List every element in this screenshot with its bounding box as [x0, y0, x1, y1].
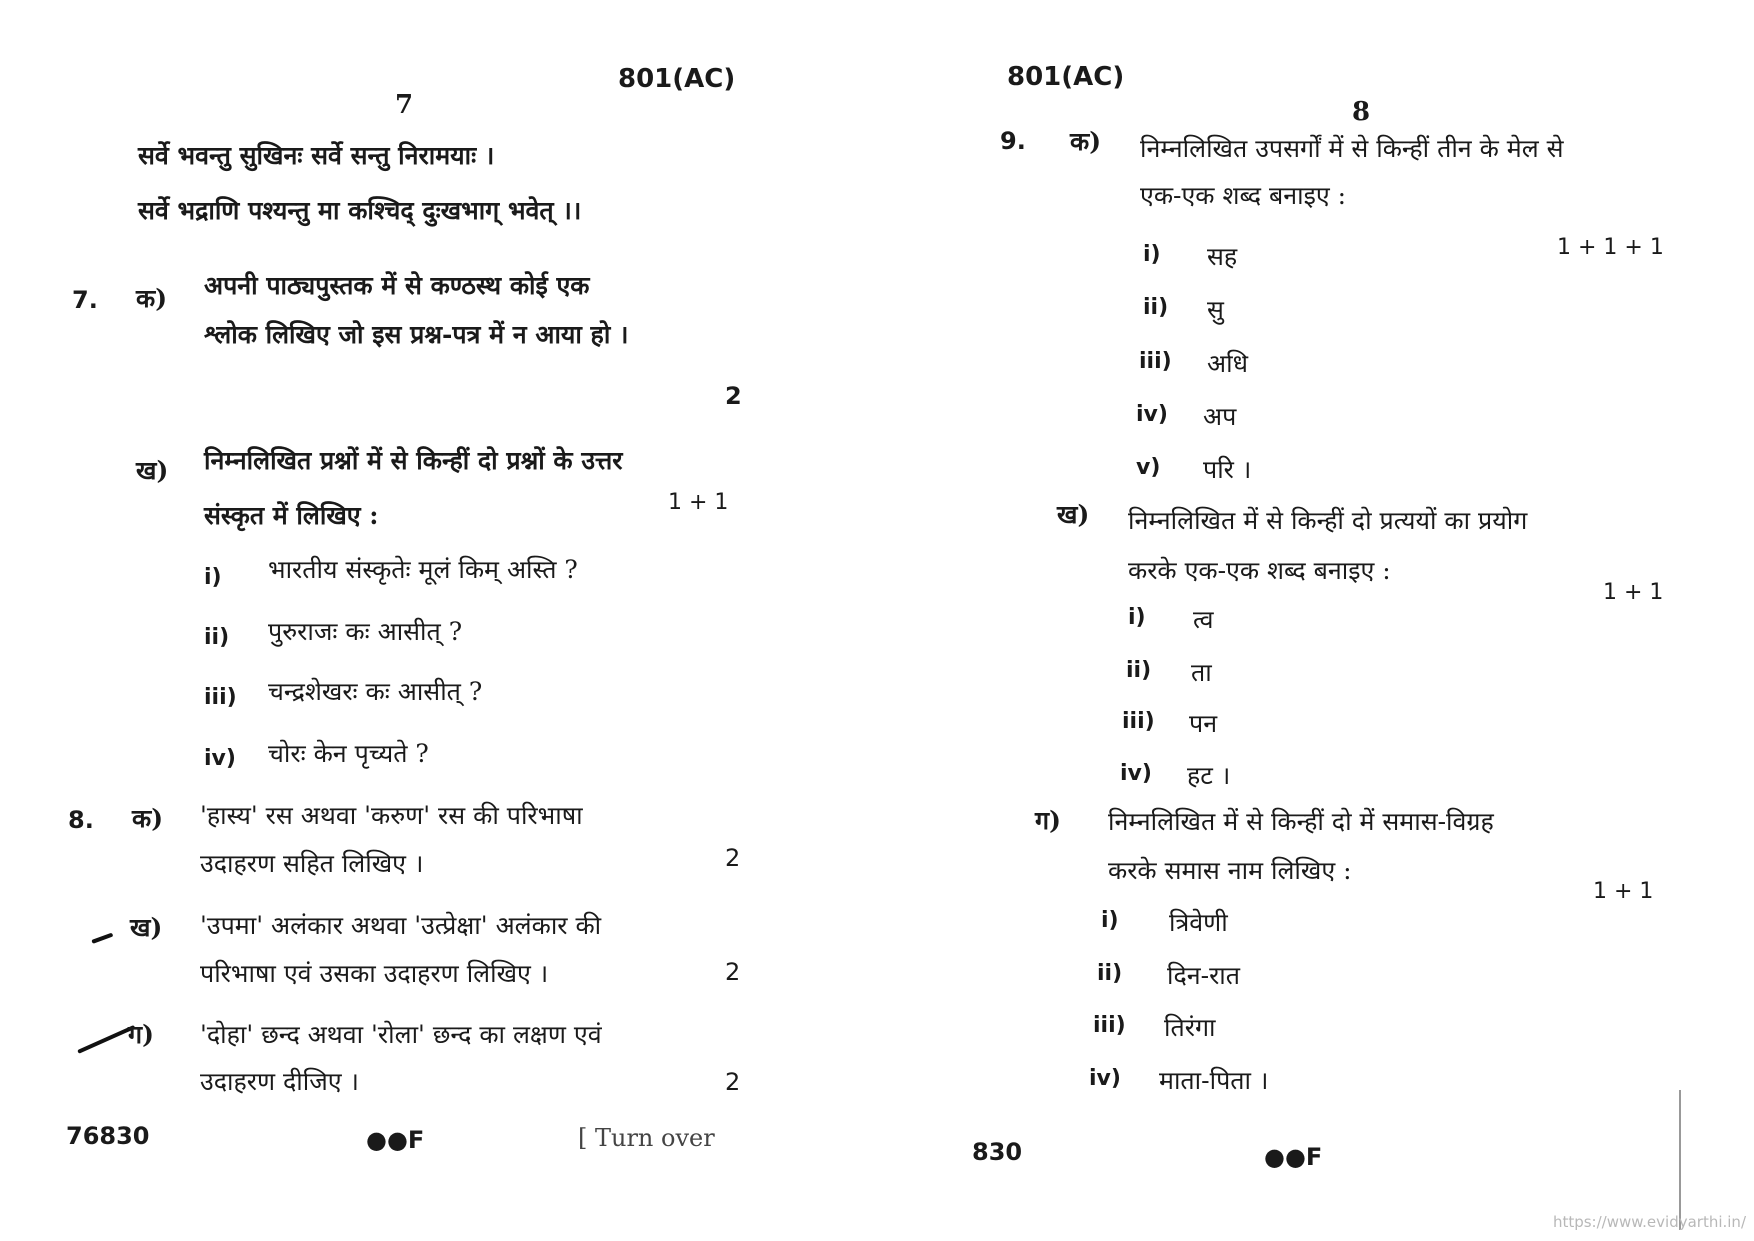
item-text: सह — [1207, 242, 1238, 271]
item-text: हट । — [1187, 761, 1231, 790]
item-text: पन — [1189, 709, 1218, 738]
question-text: उदाहरण सहित लिखिए । — [200, 849, 424, 878]
item-number: i) — [1128, 605, 1146, 630]
question-text: संस्कृत में लिखिए : — [204, 501, 379, 530]
subquestion-label: क) — [132, 804, 164, 833]
subquestion-label: ग) — [128, 1020, 154, 1049]
item-text: पुरुराजः कः आसीत् ? — [268, 617, 463, 646]
item-number: v) — [1136, 455, 1161, 480]
subquestion-label: क) — [1070, 127, 1102, 156]
item-number: iv) — [1136, 402, 1168, 427]
pen-mark — [77, 1025, 135, 1054]
item-number: iii) — [1122, 709, 1155, 734]
marks: 1 + 1 — [668, 490, 729, 515]
item-number: ii) — [1097, 961, 1123, 986]
item-text: अप — [1203, 402, 1237, 431]
shloka-line: सर्वे भद्राणि पश्यन्तु मा कश्चिद् दुःखभाग् भवेत् ।। — [138, 196, 582, 225]
question-text: करके एक-एक शब्द बनाइए : — [1128, 556, 1391, 585]
item-text: तिरंगा — [1164, 1013, 1216, 1042]
page-number: 7 — [395, 90, 414, 120]
question-text: उदाहरण दीजिए । — [200, 1067, 359, 1096]
footer-mark: ●●F — [1264, 1143, 1323, 1171]
question-text: 'उपमा' अलंकार अथवा 'उत्प्रेक्षा' अलंकार की — [200, 911, 602, 940]
paper-code: 801(AC) — [618, 64, 736, 94]
item-text: त्रिवेणी — [1169, 908, 1228, 937]
question-number: 8. — [68, 806, 94, 834]
footer-code: 830 — [972, 1138, 1023, 1166]
item-number: i) — [204, 565, 222, 590]
question-text: एक-एक शब्द बनाइए : — [1140, 181, 1347, 210]
question-number: 7. — [72, 286, 98, 314]
item-number: i) — [1143, 242, 1161, 267]
item-text: परि । — [1203, 455, 1252, 484]
right-page — [877, 0, 1754, 1241]
item-number: ii) — [1143, 295, 1169, 320]
item-number: iii) — [204, 685, 237, 710]
item-number: iv) — [204, 746, 236, 771]
subquestion-label: ख) — [136, 456, 169, 485]
marks: 2 — [725, 958, 741, 986]
shloka-line: सर्वे भवन्तु सुखिनः सर्वे सन्तु निरामयाः । — [138, 141, 495, 170]
subquestion-label: ख) — [130, 913, 163, 942]
marks: 2 — [725, 1068, 741, 1096]
question-text: परिभाषा एवं उसका उदाहरण लिखिए । — [200, 959, 549, 988]
item-number: ii) — [1126, 658, 1152, 683]
marks: 1 + 1 — [1603, 580, 1664, 605]
item-number: ii) — [204, 625, 230, 650]
item-text: चोरः केन पृच्यते ? — [268, 739, 429, 768]
question-text: अपनी पाठ्यपुस्तक में से कण्ठस्थ कोई एक — [204, 271, 590, 300]
item-text: माता-पिता । — [1159, 1066, 1269, 1095]
question-text: 'दोहा' छन्द अथवा 'रोला' छन्द का लक्षण एवं — [200, 1020, 602, 1049]
question-text: श्लोक लिखिए जो इस प्रश्न-पत्र में न आया हो । — [204, 320, 629, 349]
turn-over: [ Turn over — [578, 1124, 715, 1152]
subquestion-label: ख) — [1057, 500, 1090, 529]
subquestion-label: ग) — [1035, 806, 1061, 835]
page-number: 8 — [1352, 97, 1371, 127]
question-text: 'हास्य' रस अथवा 'करुण' रस की परिभाषा — [200, 801, 583, 830]
item-number: iii) — [1139, 349, 1172, 374]
question-text: निम्नलिखित उपसर्गों में से किन्हीं तीन के मेल से — [1140, 134, 1564, 163]
footer-code: 76830 — [66, 1122, 150, 1150]
item-text: भारतीय संस्कृतेः मूलं किम् अस्ति ? — [268, 555, 578, 584]
scan-edge-line — [1679, 1090, 1681, 1230]
marks: 1 + 1 + 1 — [1557, 235, 1664, 260]
marks: 1 + 1 — [1593, 879, 1654, 904]
item-text: चन्द्रशेखरः कः आसीत् ? — [268, 677, 483, 706]
item-number: iv) — [1089, 1066, 1121, 1091]
item-number: i) — [1101, 908, 1119, 933]
item-text: ता — [1191, 658, 1212, 687]
item-text: दिन-रात — [1167, 961, 1241, 990]
question-text: निम्नलिखित में से किन्हीं दो में समास-विग्रह — [1108, 807, 1494, 836]
marks: 2 — [725, 844, 741, 872]
watermark: https://www.evidyarthi.in/ — [1552, 1213, 1746, 1231]
pen-mark — [91, 933, 113, 944]
subquestion-label: क) — [136, 284, 168, 313]
question-number: 9. — [1000, 127, 1026, 155]
paper-code: 801(AC) — [1007, 62, 1125, 92]
marks: 2 — [725, 382, 742, 410]
question-text: करके समास नाम लिखिए : — [1108, 856, 1352, 885]
item-text: सु — [1207, 295, 1224, 324]
item-number: iii) — [1093, 1013, 1126, 1038]
item-text: अधि — [1207, 349, 1248, 378]
footer-mark: ●●F — [366, 1126, 425, 1154]
question-text: निम्नलिखित में से किन्हीं दो प्रत्ययों का प्रयोग — [1128, 506, 1528, 535]
item-number: iv) — [1120, 761, 1152, 786]
item-text: त्व — [1193, 605, 1214, 634]
question-text: निम्नलिखित प्रश्नों में से किन्हीं दो प्रश्नों के उत्तर — [204, 446, 623, 475]
